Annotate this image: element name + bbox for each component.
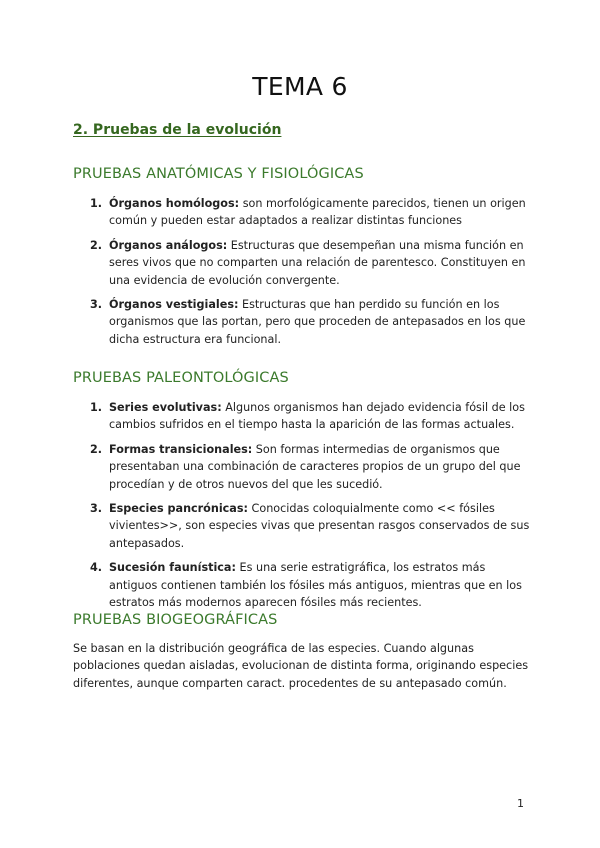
item-text: son morfológicamente parecidos, tienen un origen común y pueden estar adaptados a realizar distintas funciones — [109, 197, 526, 228]
heading-anatomical: PRUEBAS ANATÓMICAS Y FISIOLÓGICAS — [73, 166, 364, 182]
item-term: Formas transicionales: — [109, 442, 253, 456]
list-item — [90, 559, 530, 611]
item-term: Órganos homólogos: — [109, 197, 240, 210]
item-number: 1. — [90, 401, 103, 414]
item-text: Conocidas coloquialmente como << fósiles vivientes>>, son especies vivas que presentan rasgos conservados de sus antepasados. — [109, 502, 530, 550]
item-text: Estructuras que desempeñan una misma función en seres vivos que no comparten una relación de parentesco. Constituyen en una evidencia de evolución convergente. — [109, 238, 526, 287]
list-item — [90, 399, 530, 434]
item-number: 4. — [90, 561, 103, 575]
item-term: Órganos análogos: — [109, 238, 228, 252]
item-text: Algunos organismos han dejado evidencia fósil de los cambios sufridos en el tiempo hasta la aparición de las formas actuales. — [109, 401, 525, 432]
list-item — [90, 237, 530, 289]
list-item — [90, 500, 530, 552]
page-title: TEMA 6 — [252, 72, 348, 101]
page-number: 1 — [517, 797, 524, 810]
item-text: Son formas intermedias de organismos que presentaban una combinación de caracteres propios de un grupo del que procedían y de otros nuevos del que les sucedió. — [109, 442, 521, 491]
list-item — [90, 296, 530, 348]
item-term: Sucesión faunística: — [109, 561, 236, 575]
list-item — [90, 195, 530, 230]
item-term: Especies pancrónicas: — [109, 502, 248, 516]
heading-paleontological: PRUEBAS PALEONTOLÓGICAS — [73, 370, 289, 386]
paragraph-biogeographical: Se basan en la distribución geográfica de las especies. Cuando algunas poblaciones quedan aisladas, evolucionan de distinta forma, originando especies diferentes, aunque comparten caract. procedentes de su antepasado común. — [73, 642, 529, 690]
item-number: 1. — [90, 197, 103, 210]
section-subtitle: 2. Pruebas de la evolución — [73, 122, 282, 138]
item-term: Órganos vestigiales: — [109, 298, 239, 312]
item-number: 3. — [90, 502, 103, 516]
list-anatomical — [90, 195, 530, 355]
heading-biogeographical: PRUEBAS BIOGEOGRÁFICAS — [73, 612, 278, 628]
list-paleontological — [90, 399, 530, 618]
item-text: Es una serie estratigráfica, los estratos más antiguos contienen también los fósiles más antiguos, mientras que en los estratos más modernos aparecen fósiles más recientes. — [109, 561, 522, 610]
item-number: 2. — [90, 442, 103, 456]
list-item — [90, 441, 530, 493]
item-term: Series evolutivas: — [109, 401, 222, 414]
item-number: 3. — [90, 298, 103, 312]
item-number: 2. — [90, 238, 103, 252]
item-text: Estructuras que han perdido su función en los organismos que las portan, pero que proceden de antepasados en los que dicha estructura era funcional. — [109, 298, 526, 346]
